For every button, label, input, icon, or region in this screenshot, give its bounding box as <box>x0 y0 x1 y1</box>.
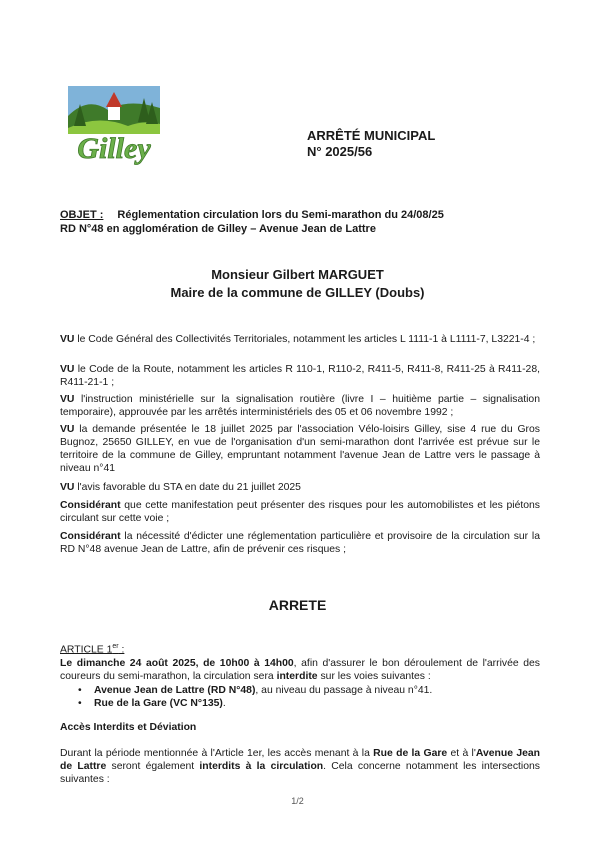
article-1-text: Le dimanche 24 août 2025, de 10h00 à 14h00, afin d'assurer le bon déroulement de l'arrivée des coureurs du semi-marathon, la circulation sera interdite sur les voies suivantes : <box>60 658 540 682</box>
list-item: • Rue de la Gare (VC N°135). <box>78 698 226 709</box>
objet-label: OBJET : <box>60 209 104 221</box>
arrete-title: ARRÊTÉ MUNICIPAL <box>307 128 436 143</box>
considerant-paragraph-2: Considérant la nécessité d'édicter une réglementation particulière et provisoire de la circulation sur la RD N°48 avenue Jean de Lattre, afin de prévenir ces risques ; <box>60 531 540 555</box>
article-1-heading: ARTICLE 1er : <box>60 643 125 656</box>
vu-paragraph-4: VU la demande présentée le 18 juillet 2025 par l'association Vélo-loisirs Gilley, sise 4 rue du Gros Bugnoz, 25650 GILLEY, en vue de l'organisation d'un semi-marathon dont l'arrivée est prévue sur le territoire de la commune de Gilley, empruntant notamment l'avenue Jean de Lattre vers le passage à niveau n°41 <box>60 424 540 474</box>
acces-heading: Accès Interdits et Déviation <box>60 722 197 733</box>
acces-text: Durant la période mentionnée à l'Article 1er, les accès menant à la Rue de la Gare et à l'Avenue Jean de Lattre seront également interdits à la circulation. Cela concerne notamment les intersections suivantes : <box>60 748 540 785</box>
bullet-icon: • <box>78 698 82 709</box>
maire-name: Monsieur Gilbert MARGUET <box>211 267 384 282</box>
page-number: 1/2 <box>291 796 304 806</box>
bullet-icon: • <box>78 685 82 696</box>
objet-block <box>60 208 540 236</box>
list-item: • Avenue Jean de Lattre (RD N°48), au niveau du passage à niveau n°41. <box>78 685 433 696</box>
objet-line1: Réglementation circulation lors du Semi-marathon du 24/08/25 <box>117 209 444 221</box>
vu-paragraph-2: VU le Code de la Route, notamment les articles R 110-1, R110-2, R411-5, R411-8, R411-25 à R411-28, R411-21-1 ; <box>60 364 540 388</box>
vu-paragraph-1: VU le Code Général des Collectivités Territoriales, notamment les articles L 1111-1 à L1111-7, L3221-4 ; <box>60 334 536 345</box>
gilley-logo <box>68 86 160 166</box>
arrete-heading: ARRETE <box>268 597 327 613</box>
arrete-number: N° 2025/56 <box>307 144 373 159</box>
objet-line2: RD N°48 en agglomération de Gilley – Avenue Jean de Lattre <box>60 223 376 235</box>
considerant-paragraph-1: Considérant que cette manifestation peut présenter des risques pour les automobilistes et les piétons circulant sur cette voie ; <box>60 500 540 524</box>
maire-role: Maire de la commune de GILLEY (Doubs) <box>170 285 425 300</box>
logo-wordmark: Gilley <box>77 132 151 165</box>
vu-paragraph-5: VU l'avis favorable du STA en date du 21 juillet 2025 <box>60 482 301 493</box>
vu-paragraph-3: VU l'instruction ministérielle sur la signalisation routière (livre I – huitième partie – signalisation temporaire), approuvée par les arrêtés interministériels des 05 et 06 novembre 1992 ; <box>60 394 540 418</box>
